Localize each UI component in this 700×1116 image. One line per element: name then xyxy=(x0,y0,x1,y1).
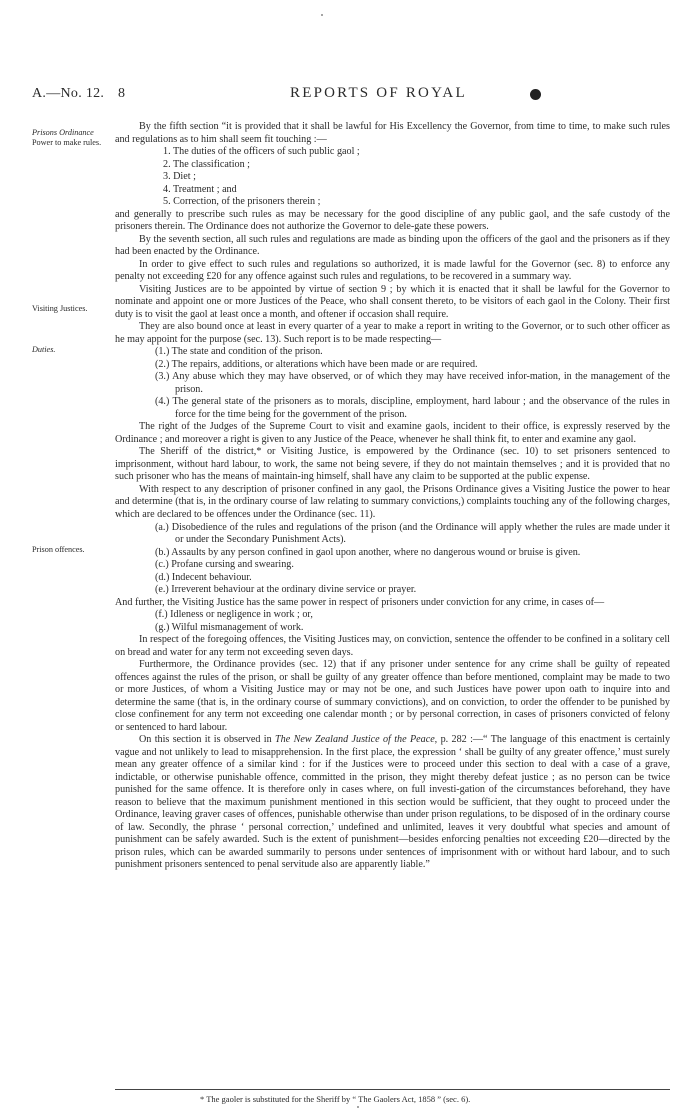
paragraph: By the seventh section, all such rules and regulations are made as binding upon the officers of the gaol and the prisoners as if they had been enacted by the Ordinance. xyxy=(115,233,670,258)
list-item: 2. The classification ; xyxy=(163,158,250,170)
paragraph: In respect of the foregoing offences, the Visiting Justices may, on conviction, sentence the offender to be confined in a solitary cell on bread and water for any term not exceeding seven days. xyxy=(115,634,670,658)
paragraph: and generally to prescribe such rules as may be necessary for the good discipline of any public gaol, and the safe custody of the prisoners therein. The Ordinance does not authorize the Governor to dele-gate these powers. xyxy=(115,208,670,233)
paragraph: In order to give effect to such rules and regulations so authorized, it is made lawful for the Governor (sec. 8) to enforce any penalty not exceeding £20 for any offence against such rules and regulations, to be recovered in a summary way. xyxy=(115,258,670,283)
list-item: 4. Treatment ; and xyxy=(163,183,237,195)
margin-note-duties: Duties. xyxy=(32,345,56,354)
speck xyxy=(357,1106,359,1108)
report-reference: A.—No. 12. xyxy=(32,86,105,101)
list-item: (c.) Profane cursing and swearing. xyxy=(155,559,294,571)
list-item: (d.) Indecent behaviour. xyxy=(155,571,252,583)
footnote-rule xyxy=(115,1089,670,1090)
margin-note-visiting-justices: Visiting Justices. xyxy=(32,304,88,313)
margin-note-prisons-ordinance: Prisons Ordinance xyxy=(32,128,94,137)
text-run: On this section it is observed in xyxy=(139,734,272,746)
list-item: (g.) Wilful mismanagement of work. xyxy=(155,621,304,633)
book-title: The New Zealand Justice of the Peace, xyxy=(275,734,438,746)
list-item: (a.) Disobedience of the rules and regulations of the prison (and the Ordinance will apply whether the rules are made under it or under the Secondary Punishment Acts). xyxy=(155,521,670,546)
list-item: 1. The duties of the officers of such public gaol ; xyxy=(163,146,360,158)
speck xyxy=(321,14,323,16)
list-item: (e.) Irreverent behaviour at the ordinary divine service or prayer. xyxy=(155,584,417,596)
paragraph: With respect to any description of prisoner confined in any gaol, the Prisons Ordinance gives a Visiting Justice the power to hear and determine (that is, in the ordinary course of law relating to summary convictions,) complaints touching any of the following charges, which are declared to be offences under the Ordinance (sec. 11). xyxy=(115,483,670,520)
paragraph: And further, the Visiting Justice has the same power in respect of prisoners under conviction for any crime, in cases of— xyxy=(115,596,605,608)
running-title: REPORTS OF ROYAL xyxy=(290,85,467,101)
paragraph xyxy=(115,734,670,872)
margin-note-prison-offences: Prison offences. xyxy=(32,545,85,554)
list-item: (1.) The state and condition of the prison. xyxy=(155,346,323,358)
margin-note-power-to-make-rules: Power to make rules. xyxy=(32,138,102,147)
paragraph: Visiting Justices are to be appointed by virtue of section 9 ; by which it is enacted that it shall be lawful for the Governor to nominate and appoint one or more Justices of the Peace, who shall consent thereto, to be visitors of each gaol in the Colony. Their first duty is to visit the gaol at least once a month, and oftener if occasion shall require. xyxy=(115,283,670,320)
paragraph: The right of the Judges of the Supreme Court to visit and examine gaols, incident to their office, is expressly reserved by the Ordinance ; and moreover a right is given to any Justice of the Peace, whenever he shall think fit, to enter and examine any gaol. xyxy=(115,421,670,445)
ink-dot xyxy=(530,89,541,100)
paragraph: The Sheriff of the district,* or Visiting Justice, is empowered by the Ordinance (sec. 10) to set prisoners sentenced to imprisonment, without hard labour, to work, the same not being severe, if they do not maintain themselves ; and it is provided that no such prisoner who has the means of maintain-ing himself, shall have any claim to be supported at the public expense. xyxy=(115,446,670,483)
list-item: (f.) Idleness or negligence in work ; or, xyxy=(155,609,313,621)
list-item: (2.) The repairs, additions, or alterations which have been made or are required. xyxy=(155,358,478,370)
document-body xyxy=(115,121,670,872)
page-number: 8 xyxy=(118,86,126,101)
text-run: p. 282 :—“ The language of this enactment is certainly vague and not unlikely to lead to misapprehension. In the first place, the expression ‘ shall be guilty of any greater offence,’ must surely mean any greater offence of a similar kind : for if the Justices were to proceed under this section to deal with a case of a grave, indictable, or otherwise punishable offence, committed in the prison, they might thereby defeat justice ; as no person can be twice punished for the same offence. It is therefore only in cases where, on full investi-gation of the circumstances beforehand, they have reason to believe that the maximum punishment mentioned in this section would be sufficient, that they ought to proceed under the Ordinance, leaving graver cases of offences, punishable otherwise than under prison regulations, to be disposed of in the ordinary course of law. Secondly, the phrase ‘ personal correction,’ undefined and unlimited, leaves it very doubtful what species and amount of punishment can be safely awarded. Such is the extent of punishment—besides enforcing penalties not exceeding £20—directed by the prison rules, which can be awarded summarily to persons under sentences of imprisonment with or without hard labour, and to such punishment prisoners sentenced to penal servitude also are apparently liable.” xyxy=(115,734,671,871)
list-item: 5. Correction, of the prisoners therein ; xyxy=(163,196,321,208)
footnote: * The gaoler is substituted for the Sheriff by “ The Gaolers Act, 1858 ” (sec. 6). xyxy=(200,1094,471,1104)
list-item: (3.) Any abuse which they may have observed, or of which they may have received infor-mation, in the management of the prison. xyxy=(155,371,670,395)
paragraph: By the fifth section “it is provided that it shall be lawful for His Excellency the Governor, from time to time, to make such rules and regulations as to him shall seem fit touching :— xyxy=(115,121,670,145)
list-item: (b.) Assaults by any person confined in gaol upon another, where no dangerous wound or bruise is given. xyxy=(155,546,581,558)
list-item: (4.) The general state of the prisoners as to morals, discipline, employment, hard labour ; and the observance of the rules in force for the time being for the government of the prison. xyxy=(155,396,670,420)
paragraph: Furthermore, the Ordinance provides (sec. 12) that if any prisoner under sentence for any crime shall be guilty of repeated offences against the rules of the prison, or shall be guilty of any greater offence than before mentioned, complaint may be made to two or more Justices, of whom a Visiting Justice may or may not be one, and such Justices have power upon oath to inquire into and determine the same (that is, in the ordinary course of summary convictions), and on conviction, to order the offender to be punished by close confinement for any term not exceeding one calendar month ; or by personal correction, in cases of prisoners convicted of felony or sentenced to hard labour. xyxy=(115,659,670,733)
paragraph: They are also bound once at least in every quarter of a year to make a report in writing to the Governor, or to such other officer as he may appoint for the purpose (sec. 13). Such report is to be made respecting— xyxy=(115,321,670,345)
list-item: 3. Diet ; xyxy=(163,171,196,183)
